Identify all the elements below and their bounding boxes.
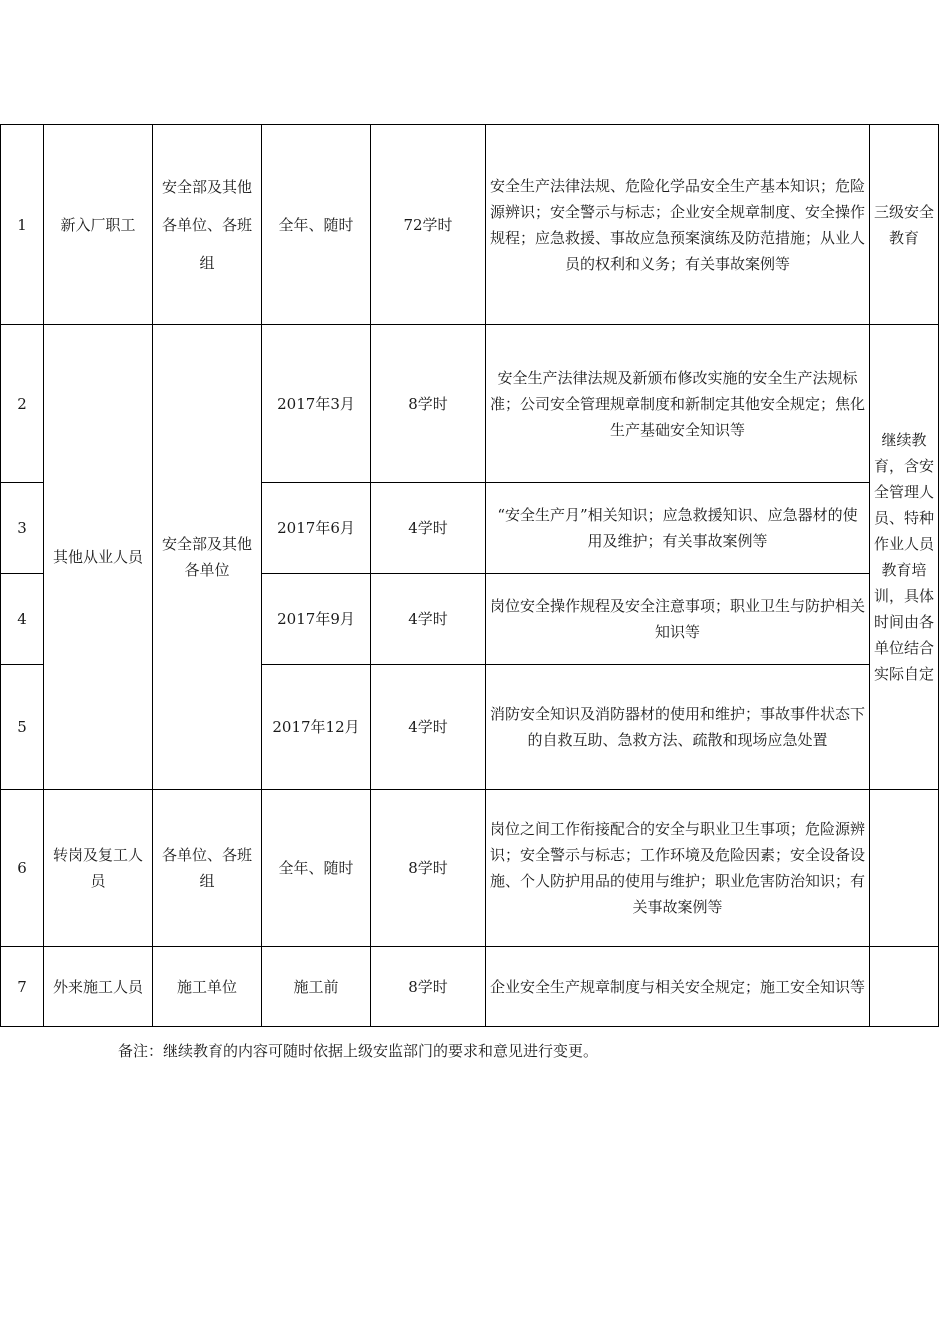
- training-time: 施工前: [262, 947, 371, 1027]
- training-content: 消防安全知识及消防器材的使用和维护；事故事件状态下的自救互助、急救方法、疏散和现场应急处置: [486, 665, 870, 790]
- responsible-unit: 施工单位: [153, 947, 262, 1027]
- training-hours: 4学时: [371, 483, 486, 574]
- row-number: 1: [1, 125, 44, 325]
- table-row: [1, 947, 939, 1027]
- training-target: 转岗及复工人员: [44, 790, 153, 947]
- training-time: 全年、随时: [262, 790, 371, 947]
- training-content: 安全生产法律法规及新颁布修改实施的安全生产法规标准；公司安全管理规章制度和新制定其他安全规定；焦化生产基础安全知识等: [486, 325, 870, 483]
- training-hours: 8学时: [371, 790, 486, 947]
- training-time: 2017年6月: [262, 483, 371, 574]
- row-number: 4: [1, 574, 44, 665]
- training-target: 外来施工人员: [44, 947, 153, 1027]
- training-schedule-table: [0, 124, 939, 1027]
- training-time: 2017年12月: [262, 665, 371, 790]
- training-content: 企业安全生产规章制度与相关安全规定；施工安全知识等: [486, 947, 870, 1027]
- training-target: 新入厂职工: [44, 125, 153, 325]
- row-number: 2: [1, 325, 44, 483]
- training-hours: 8学时: [371, 325, 486, 483]
- training-target: 其他从业人员: [44, 325, 153, 790]
- training-content: 岗位之间工作衔接配合的安全与职业卫生事项；危险源辨识；安全警示与标志；工作环境及危险因素；安全设备设施、个人防护用品的使用与维护；职业危害防治知识；有关事故案例等: [486, 790, 870, 947]
- training-time: 全年、随时: [262, 125, 371, 325]
- training-content: 安全生产法律法规、危险化学品安全生产基本知识；危险源辨识；安全警示与标志；企业安全规章制度、安全操作规程；应急救援、事故应急预案演练及防范措施；从业人员的权利和义务；有关事故案例等: [486, 125, 870, 325]
- row-number: 7: [1, 947, 44, 1027]
- table-row: [1, 790, 939, 947]
- row-number: 5: [1, 665, 44, 790]
- training-content: 岗位安全操作规程及安全注意事项；职业卫生与防护相关知识等: [486, 574, 870, 665]
- table-row: [1, 325, 939, 483]
- remark: 继续教育，含安全管理人员、特种作业人员教育培训，具体时间由各单位结合实际自定: [870, 325, 939, 790]
- table-row: [1, 125, 939, 325]
- remark: [870, 790, 939, 947]
- responsible-unit: 各单位、各班组: [153, 790, 262, 947]
- training-time: 2017年3月: [262, 325, 371, 483]
- training-hours: 4学时: [371, 574, 486, 665]
- training-hours: 4学时: [371, 665, 486, 790]
- row-number: 3: [1, 483, 44, 574]
- training-hours: 72学时: [371, 125, 486, 325]
- footnote: 备注：继续教育的内容可随时依据上级安监部门的要求和意见进行变更。: [118, 1042, 599, 1060]
- remark: 三级安全教育: [870, 125, 939, 325]
- responsible-unit: 安全部及其他各单位: [153, 325, 262, 790]
- responsible-unit: 安全部及其他各单位、各班组: [153, 125, 262, 325]
- training-content: “安全生产月”相关知识；应急救援知识、应急器材的使用及维护；有关事故案例等: [486, 483, 870, 574]
- training-time: 2017年9月: [262, 574, 371, 665]
- row-number: 6: [1, 790, 44, 947]
- training-hours: 8学时: [371, 947, 486, 1027]
- remark: [870, 947, 939, 1027]
